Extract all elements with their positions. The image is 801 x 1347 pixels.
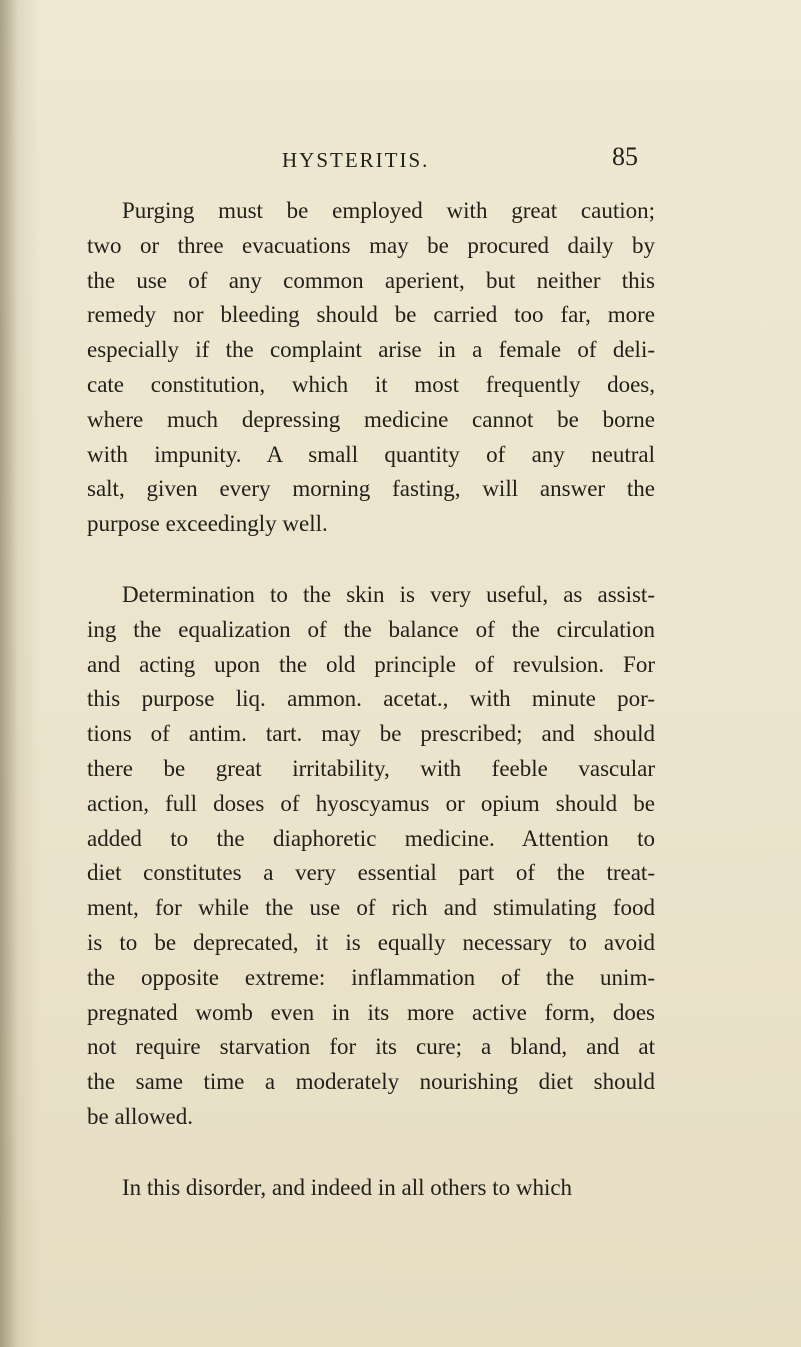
paragraph-gap bbox=[87, 542, 655, 578]
paragraph-purging bbox=[87, 194, 655, 542]
text-line: this purpose liq. ammon. acetat., with minute por- bbox=[87, 686, 655, 712]
text-line: be allowed. bbox=[87, 1103, 194, 1129]
paragraph-gap bbox=[87, 1135, 655, 1171]
text-line: especially if the complaint arise in a female of deli- bbox=[87, 337, 655, 363]
paragraph-disorder bbox=[87, 1171, 655, 1206]
text-line: the use of any common aperient, but neither this bbox=[87, 267, 655, 293]
text-line: pregnated womb even in its more active form, does bbox=[87, 999, 655, 1025]
text-line: the same time a moderately nourishing diet should bbox=[87, 1069, 655, 1095]
running-head bbox=[0, 142, 801, 174]
page-gutter-shadow bbox=[0, 0, 18, 1347]
text-line: cate constitution, which it most frequently does, bbox=[87, 371, 655, 397]
header-title: HYSTERITIS. bbox=[282, 148, 430, 172]
text-line: purpose exceedingly well. bbox=[87, 511, 328, 537]
text-line: action, full doses of hyoscyamus or opium should be bbox=[87, 790, 655, 816]
text-line: remedy nor bleeding should be carried too far, more bbox=[87, 302, 655, 328]
page-number: 85 bbox=[612, 142, 638, 171]
text-line: tions of antim. tart. may be prescribed; and should bbox=[87, 721, 655, 747]
body-text bbox=[87, 194, 655, 1206]
text-line: salt, given every morning fasting, will answer the bbox=[87, 476, 655, 502]
text-line: two or three evacuations may be procured daily by bbox=[87, 232, 655, 258]
text-line: and acting upon the old principle of revulsion. For bbox=[87, 651, 655, 677]
text-line: Determination to the skin is very useful, as assist- bbox=[122, 581, 655, 607]
paragraph-determination bbox=[87, 578, 655, 1135]
text-line: not require starvation for its cure; a bland, and at bbox=[87, 1034, 655, 1060]
text-line: ing the equalization of the balance of the circulation bbox=[87, 616, 655, 642]
text-line: diet constitutes a very essential part of the treat- bbox=[87, 860, 655, 886]
text-line: Purging must be employed with great caution; bbox=[122, 198, 655, 223]
text-line: is to be deprecated, it is equally necessary to avoid bbox=[87, 929, 655, 955]
text-line: In this disorder, and indeed in all others to which bbox=[122, 1174, 573, 1200]
text-line: with impunity. A small quantity of any neutral bbox=[87, 441, 655, 467]
text-line: added to the diaphoretic medicine. Attention to bbox=[87, 825, 655, 851]
text-line: where much depressing medicine cannot be borne bbox=[87, 406, 655, 432]
text-line: the opposite extreme: inflammation of the unim- bbox=[87, 964, 655, 990]
text-line: ment, for while the use of rich and stimulating food bbox=[87, 895, 655, 921]
text-line: there be great irritability, with feeble vascular bbox=[87, 755, 655, 781]
